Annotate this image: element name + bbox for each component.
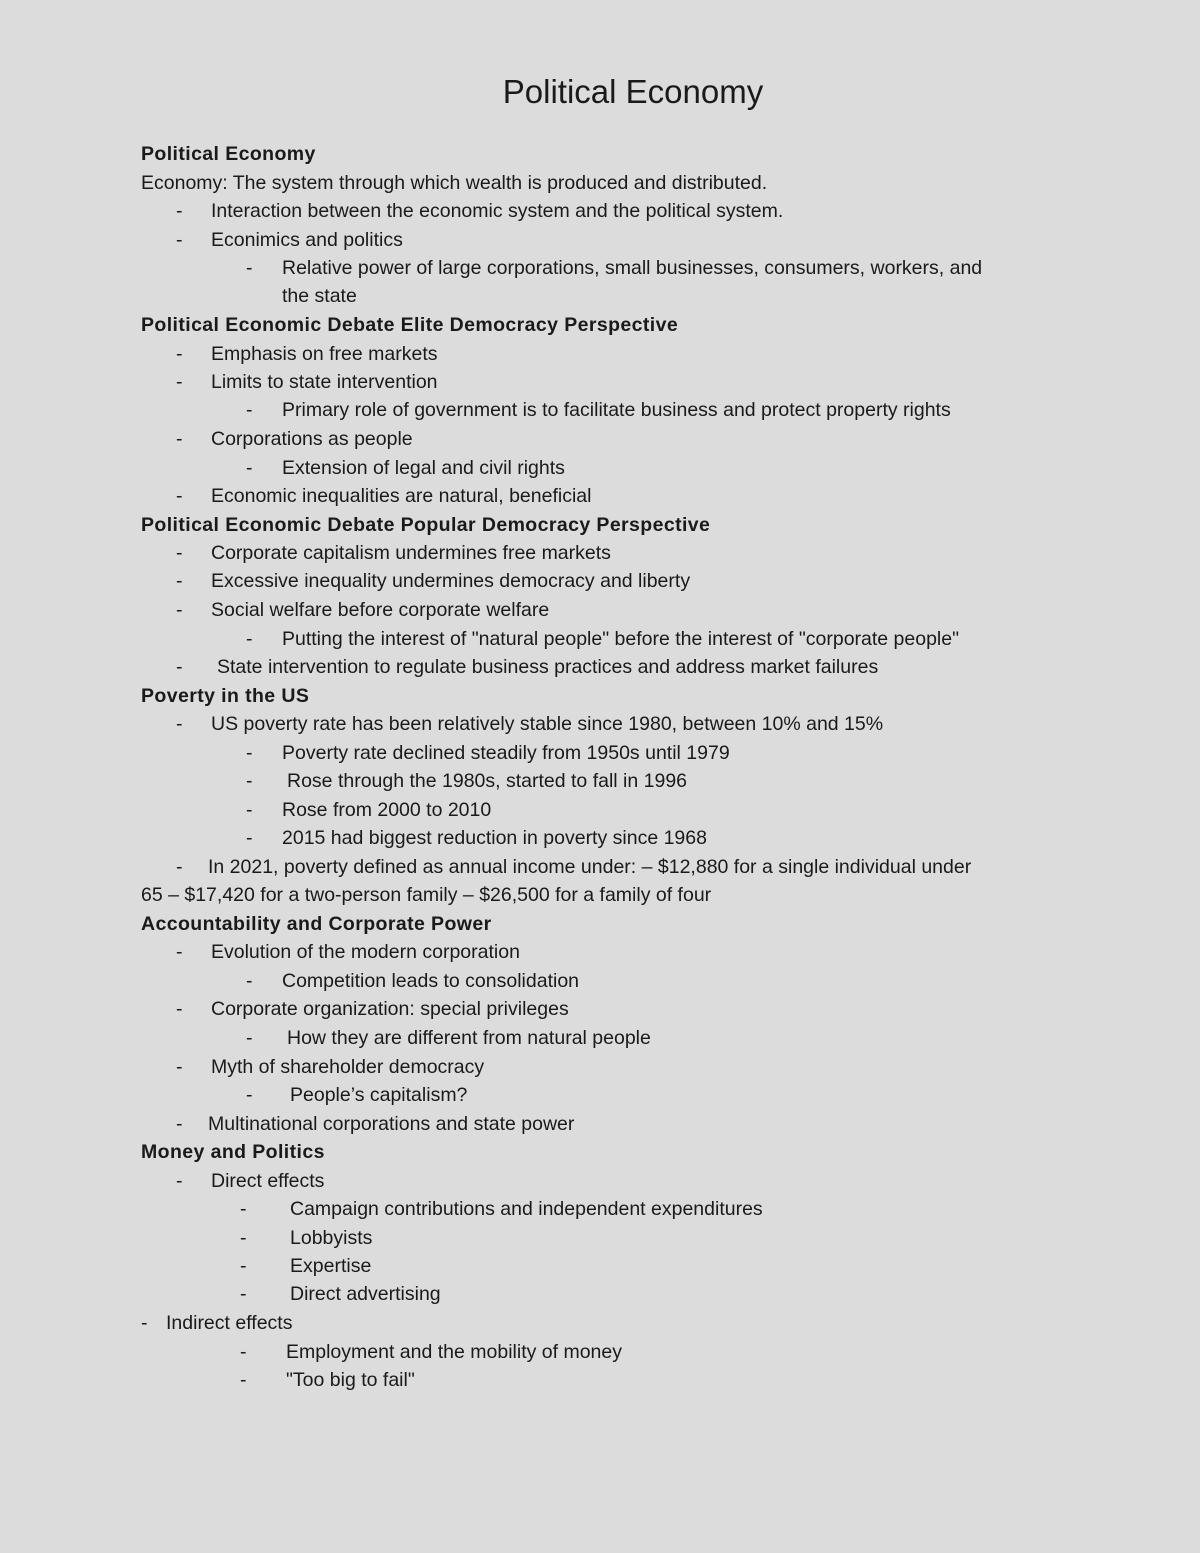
bullet-dash: - — [246, 399, 253, 421]
list-item: Limits to state intervention — [211, 371, 438, 393]
bullet-dash: - — [176, 428, 183, 450]
bullet-dash: - — [240, 1227, 247, 1249]
list-item: Campaign contributions and independent expenditures — [290, 1198, 763, 1220]
section-heading: Money and Politics — [141, 1141, 325, 1163]
document-title: Political Economy — [502, 73, 764, 110]
bullet-dash: - — [246, 770, 253, 792]
section-heading: Accountability and Corporate Power — [141, 913, 492, 935]
section-heading: Poverty in the US — [141, 685, 310, 707]
list-item: Rose through the 1980s, started to fall in 1996 — [287, 770, 688, 792]
list-item: Interaction between the economic system and the political system. — [211, 200, 784, 222]
bullet-dash: - — [176, 343, 183, 365]
list-item: Lobbyists — [290, 1227, 373, 1249]
list-item: 2015 had biggest reduction in poverty since 1968 — [282, 827, 707, 849]
bullet-dash: - — [141, 1312, 148, 1334]
bullet-dash: - — [246, 742, 253, 764]
list-item: People’s capitalism? — [290, 1084, 468, 1106]
list-item: Evolution of the modern corporation — [211, 941, 520, 963]
list-item: Emphasis on free markets — [211, 343, 438, 365]
bullet-dash: - — [246, 970, 253, 992]
bullet-dash: - — [176, 1056, 183, 1078]
list-item: Myth of shareholder democracy — [211, 1056, 485, 1078]
bullet-dash: - — [246, 457, 253, 479]
list-item: Poverty rate declined steadily from 1950s until 1979 — [282, 742, 730, 764]
bullet-dash: - — [176, 941, 183, 963]
paragraph-line: 65 – $17,420 for a two-person family – $26,500 for a family of four — [141, 884, 712, 906]
bullet-dash: - — [246, 799, 253, 821]
list-item: Excessive inequality undermines democracy and liberty — [211, 570, 691, 592]
bullet-dash: - — [246, 1084, 253, 1106]
list-item: Indirect effects — [166, 1312, 293, 1334]
bullet-dash: - — [176, 200, 183, 222]
bullet-dash: - — [240, 1369, 247, 1391]
list-item: "Too big to fail" — [286, 1369, 415, 1391]
bullet-dash: - — [176, 229, 183, 251]
list-item: Rose from 2000 to 2010 — [282, 799, 492, 821]
list-item: US poverty rate has been relatively stable since 1980, between 10% and 15% — [211, 713, 884, 735]
list-item: Extension of legal and civil rights — [282, 457, 565, 479]
section-heading: Political Economy — [141, 143, 316, 165]
list-item: Competition leads to consolidation — [282, 970, 580, 992]
paragraph-line: Economy: The system through which wealth is produced and distributed. — [141, 172, 768, 194]
bullet-dash: - — [176, 542, 183, 564]
list-item: Expertise — [290, 1255, 372, 1277]
list-item: Social welfare before corporate welfare — [211, 599, 550, 621]
bullet-dash: - — [240, 1198, 247, 1220]
list-item: How they are different from natural people — [287, 1027, 651, 1049]
section-heading: Political Economic Debate Popular Democracy Perspective — [141, 514, 711, 536]
list-item: Direct advertising — [290, 1283, 441, 1305]
bullet-dash: - — [176, 599, 183, 621]
bullet-dash: - — [176, 371, 183, 393]
list-item: Corporations as people — [211, 428, 413, 450]
list-item: Direct effects — [211, 1170, 325, 1192]
bullet-dash: - — [176, 656, 183, 678]
bullet-dash: - — [240, 1283, 247, 1305]
bullet-dash: - — [240, 1341, 247, 1363]
list-item: Corporate organization: special privileges — [211, 998, 569, 1020]
bullet-dash: - — [246, 827, 253, 849]
list-item: Econimics and politics — [211, 229, 403, 251]
bullet-dash: - — [246, 1027, 253, 1049]
bullet-dash: - — [176, 1113, 183, 1135]
section-heading: Political Economic Debate Elite Democracy Perspective — [141, 314, 679, 336]
bullet-dash: - — [176, 485, 183, 507]
bullet-dash: - — [176, 856, 183, 878]
list-item: State intervention to regulate business practices and address market failures — [217, 656, 879, 678]
list-item: Putting the interest of "natural people" before the interest of "corporate people" — [282, 628, 960, 650]
list-item: In 2021, poverty defined as annual income under: – $12,880 for a single individual under — [208, 856, 972, 878]
list-item: Primary role of government is to facilitate business and protect property rights — [282, 399, 951, 421]
bullet-dash: - — [176, 713, 183, 735]
list-item: Relative power of large corporations, small businesses, consumers, workers, and — [282, 257, 983, 279]
list-item: Corporate capitalism undermines free markets — [211, 542, 611, 564]
bullet-dash: - — [176, 1170, 183, 1192]
bullet-dash: - — [246, 628, 253, 650]
bullet-dash: - — [240, 1255, 247, 1277]
list-item: Employment and the mobility of money — [286, 1341, 622, 1363]
list-item: Economic inequalities are natural, beneficial — [211, 485, 592, 507]
list-item: Multinational corporations and state power — [208, 1113, 575, 1135]
paragraph-line: the state — [282, 285, 357, 307]
bullet-dash: - — [176, 570, 183, 592]
bullet-dash: - — [176, 998, 183, 1020]
bullet-dash: - — [246, 257, 253, 279]
